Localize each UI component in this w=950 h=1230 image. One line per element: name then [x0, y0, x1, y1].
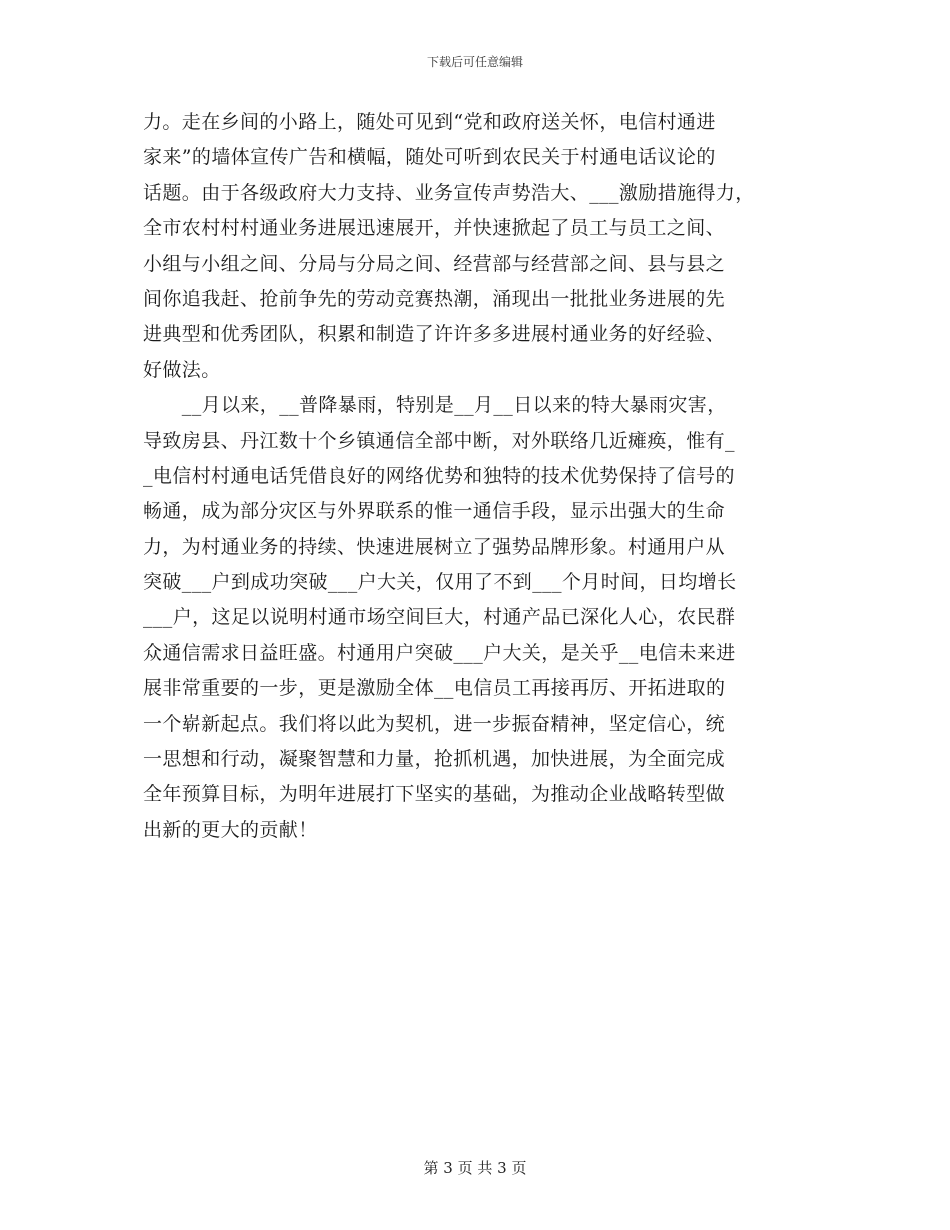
text-line: 小组与小组之间、分局与分局之间、经营部与经营部之间、县与县之 — [143, 252, 726, 275]
paragraph-2 — [143, 388, 813, 848]
text-line: 力。走在乡间的小路上，随处可见到“党和政府送关怀，电信村通进 — [143, 111, 716, 133]
text-line: 展非常重要的一步，更是激励全体__电信员工再接再厉、开拓进取的 — [143, 677, 726, 700]
text-line: 全年预算目标，为明年进展打下坚实的基础，为推动企业战略转型做 — [143, 783, 726, 806]
text-line: 间你追我赶、抢前争先的劳动竞赛热潮，涌现出一批批业务进展的先 — [143, 287, 726, 310]
document-body — [143, 105, 813, 848]
text-line: 导致房县、丹江数十个乡镇通信全部中断，对外联络几近瘫痪，惟有_ — [143, 429, 735, 452]
text-line: 进典型和优秀团队，积累和制造了许许多多进展村通业务的好经验、 — [143, 323, 726, 346]
page-header: 下载后可任意编辑 — [426, 55, 523, 69]
text-line: 畅通，成为部分灾区与外界联系的惟一通信手段，显示出强大的生命 — [143, 500, 726, 523]
text-line: 突破___户到成功突破___户大关，仅用了不到___个月时间，日均增长 — [143, 571, 737, 594]
text-line: 好做法。 — [143, 358, 221, 381]
text-line: 全市农村村村通业务进展迅速展开，并快速掀起了员工与员工之间、 — [143, 217, 726, 240]
text-line: 一思想和行动，凝聚智慧和力量，抢抓机遇，加快进展，为全面完成 — [143, 748, 726, 771]
paragraph-1 — [143, 105, 813, 388]
text-line: __月以来，__普降暴雨，特别是__月__日以来的特大暴雨灾害， — [143, 394, 727, 417]
text-line: 众通信需求日益旺盛。村通用户突破___户大关，是关乎__电信未来进 — [143, 641, 736, 664]
text-line: _电信村村通电话凭借良好的网络优势和独特的技术优势保持了信号的 — [143, 464, 735, 487]
page-number-footer: 第 3 页 共 3 页 — [423, 1159, 527, 1177]
text-line: 出新的更大的贡献！ — [143, 818, 318, 841]
text-line: 话题。由于各级政府大力支持、业务宣传声势浩大、___激励措施得力， — [143, 181, 755, 204]
text-line: 一个崭新起点。我们将以此为契机，进一步振奋精神，坚定信心，统 — [143, 712, 726, 735]
text-line: 家来”的墙体宣传广告和横幅，随处可听到农民关于村通电话议论的 — [143, 146, 716, 169]
text-line: 力，为村通业务的持续、快速进展树立了强势品牌形象。村通用户从 — [143, 535, 726, 558]
text-line: ___户，这足以说明村通市场空间巨大，村通产品已深化人心，农民群 — [143, 606, 736, 629]
